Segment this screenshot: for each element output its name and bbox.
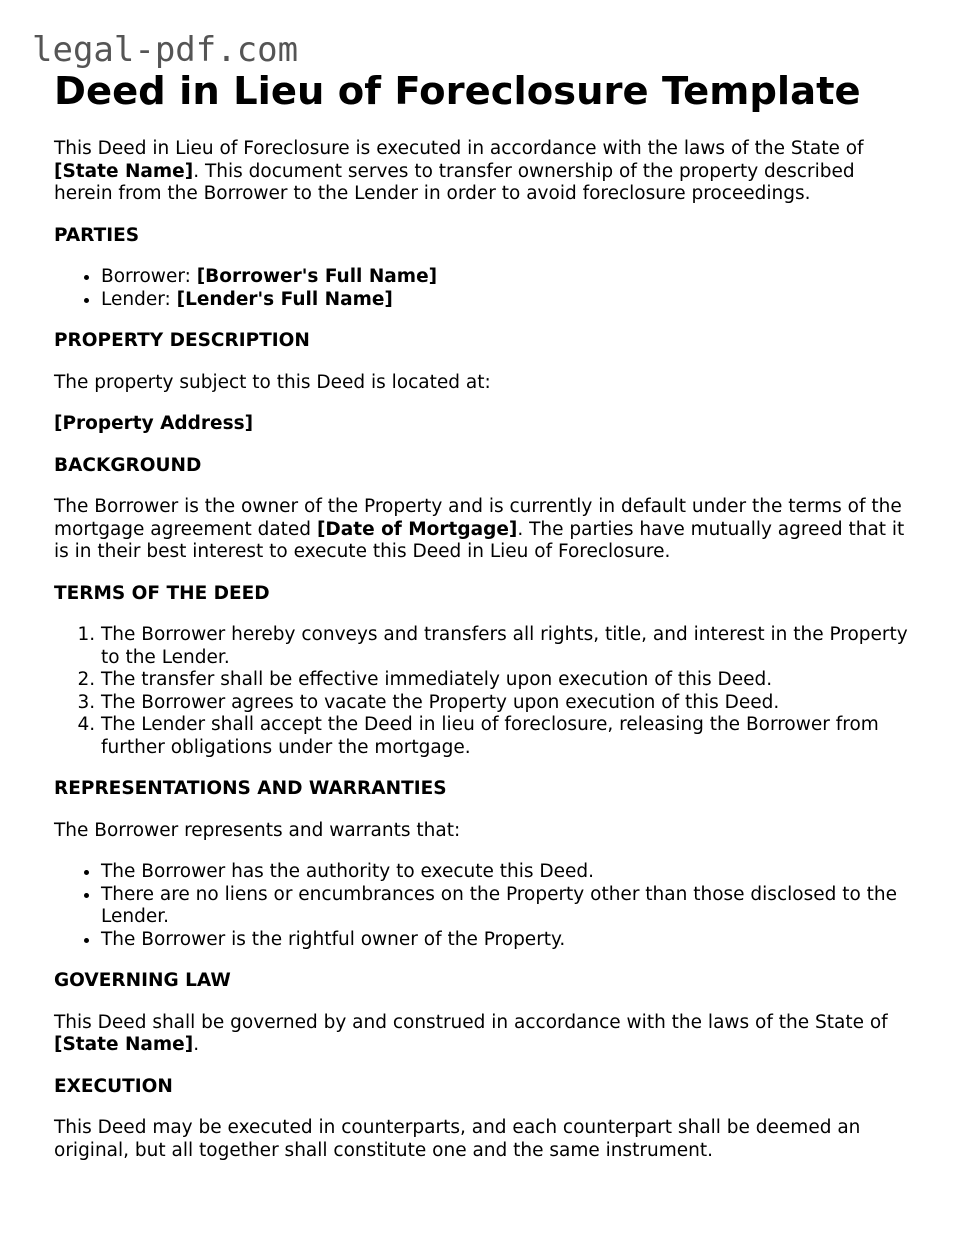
background-text-end: . The parties have mutually agreed that it is in their best interest to execute this Deed in Lieu of Foreclosure.	[54, 518, 905, 562]
property-address-placeholder: [Property Address]	[54, 413, 254, 434]
terms-list	[54, 624, 914, 759]
intro-state-placeholder: [State Name]	[54, 160, 194, 182]
document	[54, 68, 914, 1181]
parties-heading: PARTIES	[54, 224, 140, 246]
representations-text: The Borrower represents and warrants that:	[54, 819, 461, 841]
representations-heading: REPRESENTATIONS AND WARRANTIES	[54, 778, 447, 799]
background-text: The Borrower is the owner of the Property and is currently in default under the terms of the mortgage agreement dated	[54, 496, 902, 540]
execution-heading: EXECUTION	[54, 1075, 173, 1097]
lender-placeholder: [Lender's Full Name]	[176, 288, 393, 310]
governing-state-placeholder: [State Name]	[54, 1034, 194, 1055]
list-item: 2. The transfer shall be effective immediately upon execution of this Deed.	[101, 669, 914, 692]
governing-text: This Deed shall be governed by and construed in accordance with the laws of the State of	[54, 1011, 888, 1033]
execution-text: This Deed may be executed in counterparts, and each counterpart shall be deemed an original, but all together shall constitute one and the same instrument.	[54, 1117, 861, 1161]
property-address	[54, 413, 914, 436]
representations-list	[54, 861, 914, 951]
list-item: 4. The Lender shall accept the Deed in lieu of foreclosure, releasing the Borrower from further obligations under the mortgage.	[101, 714, 914, 759]
mortgage-date-placeholder: [Date of Mortgage]	[316, 518, 518, 540]
list-item: 3. The Borrower agrees to vacate the Property upon execution of this Deed.	[101, 692, 914, 715]
governing-text-end: .	[193, 1034, 200, 1055]
page-title: Deed in Lieu of Foreclosure Template	[54, 69, 861, 114]
governing-paragraph	[54, 1012, 914, 1057]
list-item: • There are no liens or encumbrances on the Property other than those disclosed to the Lender.	[101, 884, 914, 929]
borrower-placeholder: [Borrower's Full Name]	[196, 266, 438, 287]
terms-heading: TERMS OF THE DEED	[54, 582, 270, 604]
background-heading: BACKGROUND	[54, 454, 202, 476]
watermark: legal-pdf.com	[32, 30, 299, 70]
list-item: • The Borrower has the authority to execute this Deed.	[101, 861, 914, 884]
intro-text: This Deed in Lieu of Foreclosure is executed in accordance with the laws of the State of	[54, 138, 864, 159]
intro-text-end: . This document serves to transfer ownership of the property described herein from the Borrower to the Lender in order to avoid foreclosure proceedings.	[54, 160, 855, 204]
list-item: 1. The Borrower hereby conveys and transfers all rights, title, and interest in the Property to the Lender.	[101, 624, 914, 669]
parties-list	[54, 266, 914, 311]
governing-heading: GOVERNING LAW	[54, 970, 231, 991]
list-item	[101, 289, 914, 312]
borrower-label: Borrower:	[101, 266, 197, 287]
list-item: • The Borrower is the rightful owner of the Property.	[101, 929, 914, 952]
property-heading: PROPERTY DESCRIPTION	[54, 330, 310, 351]
list-item	[101, 266, 914, 289]
property-text: The property subject to this Deed is located at:	[54, 371, 491, 393]
intro-paragraph	[54, 138, 914, 206]
background-paragraph	[54, 496, 914, 564]
lender-label: Lender:	[101, 288, 177, 310]
